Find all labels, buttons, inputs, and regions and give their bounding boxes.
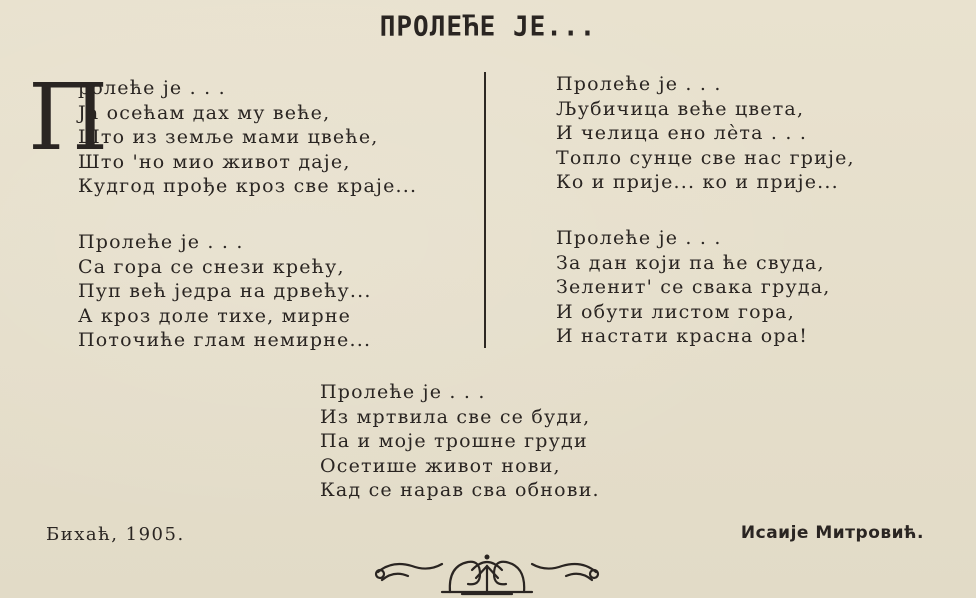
stanza-4-line-5: И настати красна ора!	[556, 325, 809, 347]
stanza-5-line-4: Осетише живот нови,	[320, 454, 561, 477]
stanza-3-line-5: Ко и прије... ко и прије...	[556, 171, 839, 193]
stanza-4	[556, 226, 831, 349]
stanza-4-line-4: И обути листом гора,	[556, 300, 795, 323]
stanza-1	[78, 76, 417, 199]
stanza-5-line-1: Пролеће је . . .	[320, 381, 486, 403]
stanza-3-line-1: Пролеће је . . .	[556, 73, 722, 95]
stanza-1-line-4: Што 'но мио живот даје,	[78, 150, 351, 173]
stanza-5-line-5: Кад се нарав сва обнови.	[320, 479, 600, 501]
author-signature: Исаије Митровић.	[740, 523, 924, 543]
stanza-1-line-5: Кудгод прође кроз све краје...	[78, 175, 418, 197]
stanza-5	[320, 380, 600, 503]
stanza-2-line-1: Пролеће је . . .	[78, 231, 244, 253]
stanza-2-line-4: А кроз доле тихе, мирне	[78, 304, 352, 327]
stanza-1-line-2: Ја осећам дах му веће,	[78, 101, 331, 124]
place-date: Бихаћ, 1905.	[46, 524, 185, 545]
stanza-3	[556, 72, 855, 195]
stanza-3-line-4: Топло сунце све нас грије,	[556, 146, 855, 169]
stanza-2-line-2: Са гора се снези крећу,	[78, 255, 345, 278]
stanza-2-line-3: Пуп већ једра на дрвећу...	[78, 280, 372, 302]
stanza-4-line-1: Пролеће је . . .	[556, 227, 722, 249]
stanza-3-line-3: И челица ено лѐта . . .	[556, 122, 808, 144]
stanza-4-line-2: За дан који па ће свуда,	[556, 251, 825, 274]
stanza-1-line-3: Што из земље мами цвеће,	[78, 126, 379, 148]
stanza-2	[78, 230, 372, 353]
stanza-4-line-3: Зеленит' се свака груда,	[556, 276, 831, 298]
decorative-ornament-icon	[372, 552, 602, 598]
stanza-1-line-1: ролеће је . . .	[78, 77, 226, 99]
stanza-5-line-2: Из мртвила све се буди,	[320, 405, 591, 428]
drop-cap: П	[28, 64, 109, 171]
stanza-2-line-5: Поточиће глам немирне...	[78, 329, 372, 351]
stanza-5-line-3: Па и моје трошне груди	[320, 430, 588, 452]
stanza-3-line-2: Љубичица веће цвета,	[556, 97, 805, 120]
column-divider	[484, 72, 486, 348]
poem-title: ПРОЛЕЋЕ ЈЕ...	[379, 11, 597, 43]
